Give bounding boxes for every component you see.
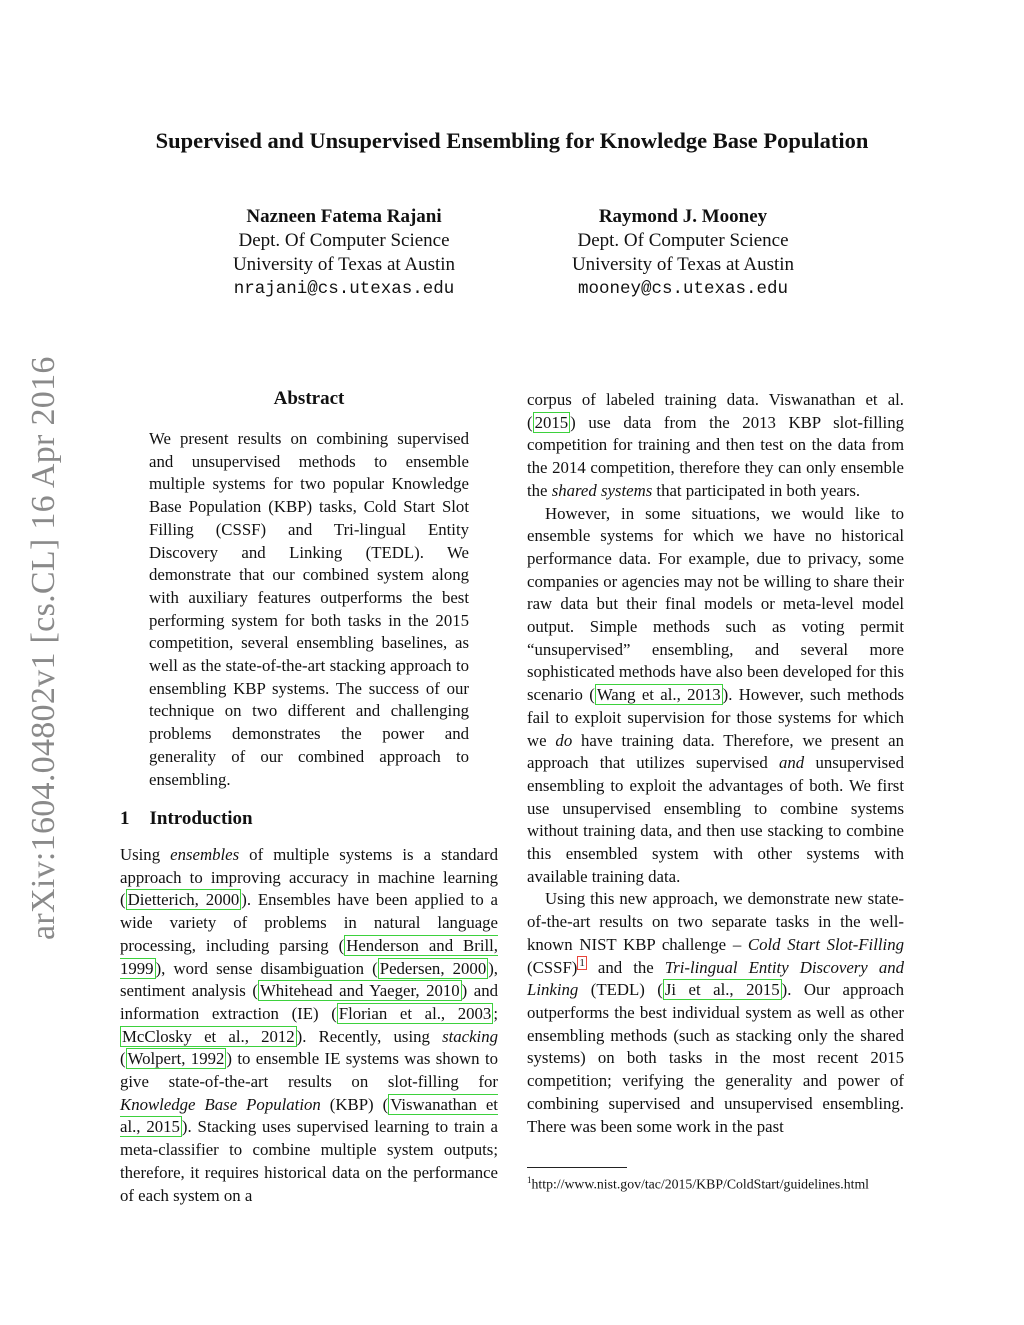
citation-link[interactable]: Dietterich, 2000 <box>127 890 240 910</box>
intro-right-column <box>527 389 904 1138</box>
citation-link[interactable]: Pedersen, 2000 <box>379 958 487 978</box>
citation-link[interactable]: Whitehead and Yaeger, 2010 <box>259 981 460 1001</box>
author-dept: Dept. Of Computer Science <box>238 230 450 251</box>
citation-link[interactable]: Ji et al., 2015 <box>664 980 780 1000</box>
author-affiliation: University of Texas at Austin <box>571 254 795 275</box>
intro-paragraph-continued: corpus of labeled training data. Viswanathan et al. ( 2015 ) use data from the 2013 KBP slot-filling competition for training and then test on the data from the 2014 competition, therefore they can only ensemble the shared systems that participated in both years. <box>527 390 904 500</box>
author-name: Raymond J. Mooney <box>598 206 768 227</box>
author-block-1 <box>174 205 514 301</box>
footnote-divider <box>527 1167 627 1168</box>
footnote-url[interactable]: http://www.nist.gov/tac/2015/KBP/ColdStart/guidelines.html <box>531 1176 870 1192</box>
author-email[interactable]: mooney@cs.utexas.edu <box>577 279 789 299</box>
footnote-reference[interactable]: 1 <box>579 956 585 969</box>
citation-link[interactable]: McClosky et al., 2012 <box>122 1026 295 1046</box>
author-email[interactable]: nrajani@cs.utexas.edu <box>233 279 455 299</box>
intro-paragraph-2: However, in some situations, we would like to ensemble systems for which we have no historical performance data. For example, due to privacy, some companies or agencies may not be willing to share their raw data but their final models or meta-level model output. Simple methods such as voting permit “unsupervised” ensembling, and several more sophisticated methods have also been developed for this scenario ( Wang et al., 2013 ). However, such methods fail to exploit supervision for those systems for which we do have training data. Therefore, we present an approach that utilizes supervised and unsupervised ensembling to exploit the advantages of both. We first use unsupervised ensembling to combine systems without training data, and then use stacking to combine this ensembled system with other systems with available training data. <box>527 503 905 886</box>
section-heading-introduction <box>120 808 253 830</box>
section-number: 1 <box>120 808 130 829</box>
arxiv-identifier[interactable]: arXiv:1604.04802v1 [cs.CL] 16 Apr 2016 <box>25 356 62 940</box>
author-affiliation: University of Texas at Austin <box>232 254 456 275</box>
citation-link[interactable]: Henderson and Brill, 1999 <box>120 935 498 978</box>
author-name: Nazneen Fatema Rajani <box>246 206 442 227</box>
citation-link[interactable]: 2015 <box>534 412 569 432</box>
section-title: Introduction <box>149 808 253 829</box>
abstract-text: We present results on combining supervised and unsupervised methods to ensemble multiple systems for two popular Knowledge Base Population (KBP) tasks, Cold Start Slot Filling (CSSF) and Tri-lingual Entity Discovery and Linking (TEDL). We demonstrate that our combined system along with auxiliary features outperforms the best performing system for both tasks in the 2015 competition, several ensembling baselines, as well as the state-of-the-art stacking approach to ensembling KBP systems. The success of our technique on two different and challenging problems demonstrates the power and generality of our combined approach to ensembling. <box>149 429 469 789</box>
intro-left-column <box>120 844 498 1207</box>
footnote <box>527 1171 947 1194</box>
abstract-heading: Abstract <box>273 388 345 409</box>
citation-link[interactable]: Viswanathan et al., 2015 <box>120 1094 498 1137</box>
intro-paragraph-3: Using this new approach, we demonstrate new state-of-the-art results on two separate tasks in the well-known NIST KBP challenge – Cold Start Slot-Filling (CSSF) $^1$ and the Tri-lingual Entity Discovery and Linking (TEDL) ( Ji et al., 2015 ). Our approach outperforms the best individual system as well as other ensembling methods (such as stacking only the shared systems) on both tasks in the most recent 2015 competition; verifying the generality and power of combining supervised and unsupervised ensembling. There was been some work in the past <box>527 889 904 1136</box>
author-block-2 <box>513 205 853 301</box>
paper-title: Supervised and Unsupervised Ensembling for Knowledge Base Population <box>155 128 869 153</box>
citation-link[interactable]: Wolpert, 1992 <box>127 1049 225 1069</box>
citation-link[interactable]: Florian et al., 2003 <box>338 1003 492 1023</box>
footnote-mark: 1 <box>527 1175 532 1185</box>
citation-link[interactable]: Wang et al., 2013 <box>596 685 721 705</box>
author-dept: Dept. Of Computer Science <box>577 230 789 251</box>
intro-paragraph-1: Using ensembles of multiple systems is a standard approach to improving accuracy in machine learning ( Dietterich, 2000 ). Ensembles have been applied to a wide variety of problems in natural language processing, including parsing ( Henderson and Brill, 1999 ), word sense disambiguation ( Pedersen, 2000 ), sentiment analysis ( Whitehead and Yaeger, 2010 ) and information extraction (IE) ( Florian et al., 2003 ; McClosky et al., 2012 ). Recently, using stacking ( Wolpert, 1992 ) to ensemble IE systems was shown to give state-of-the-art results on slot-filling for Knowledge Base Population (KBP) ( Viswanathan et al., 2015 ). Stacking uses supervised learning to train a meta-classifier to combine multiple system outputs; therefore, it requires historical data on the performance of each system on a <box>120 845 499 1205</box>
